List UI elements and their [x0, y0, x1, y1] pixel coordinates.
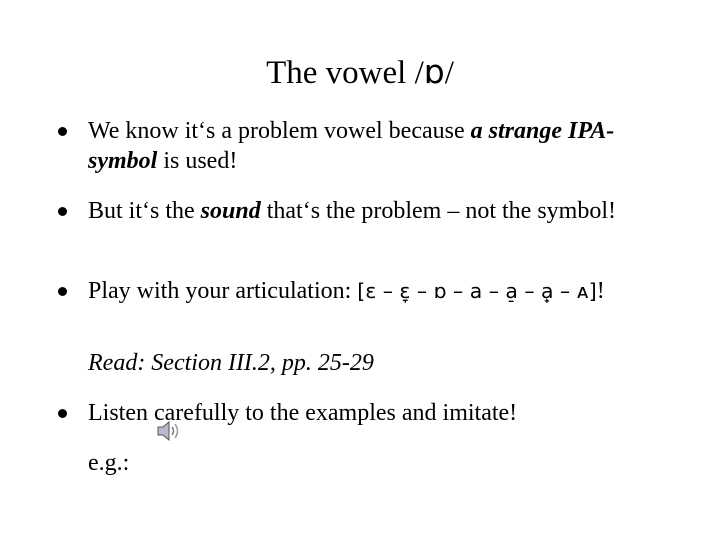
bullet-dot-icon — [58, 409, 67, 418]
bullet-1-emphasis: a strange IPA-symbol — [88, 118, 615, 174]
ipa-sequence: [ɛ – ɛ̞ – ɒ – a – a̠ – a̟ – ᴀ] — [357, 279, 597, 303]
bullet-dot-icon — [58, 287, 67, 296]
bullet-3-label: Play with your articulation: — [88, 278, 358, 304]
title-suffix: / — [444, 55, 454, 91]
bullet-3-end: ! — [596, 278, 605, 304]
bullet-text-3 — [88, 276, 678, 306]
example-label: e.g.: — [88, 450, 130, 476]
bullet-text-4: Listen carefully to the examples and imitate! — [88, 400, 518, 426]
bullet-2-part2: that‘s the problem – not the symbol! — [260, 198, 616, 224]
bullet-2-emphasis: sound — [200, 198, 261, 224]
bullet-2-part1: But it‘s the — [88, 198, 201, 224]
bullet-dot-icon — [58, 127, 67, 136]
bullet-text-1 — [88, 116, 678, 176]
bullet-1-part1: We know it‘s a problem vowel because — [88, 118, 471, 144]
bullet-text-2 — [88, 196, 618, 226]
bullet-1-part2: is used! — [157, 148, 238, 174]
bullet-dot-icon — [58, 207, 67, 216]
title-symbol: ɒ — [423, 52, 445, 91]
speaker-icon[interactable] — [155, 418, 181, 444]
slide-title — [0, 52, 720, 93]
title-prefix: The vowel / — [266, 55, 424, 91]
reading-note: Read: Section III.2, pp. 25-29 — [88, 350, 374, 376]
